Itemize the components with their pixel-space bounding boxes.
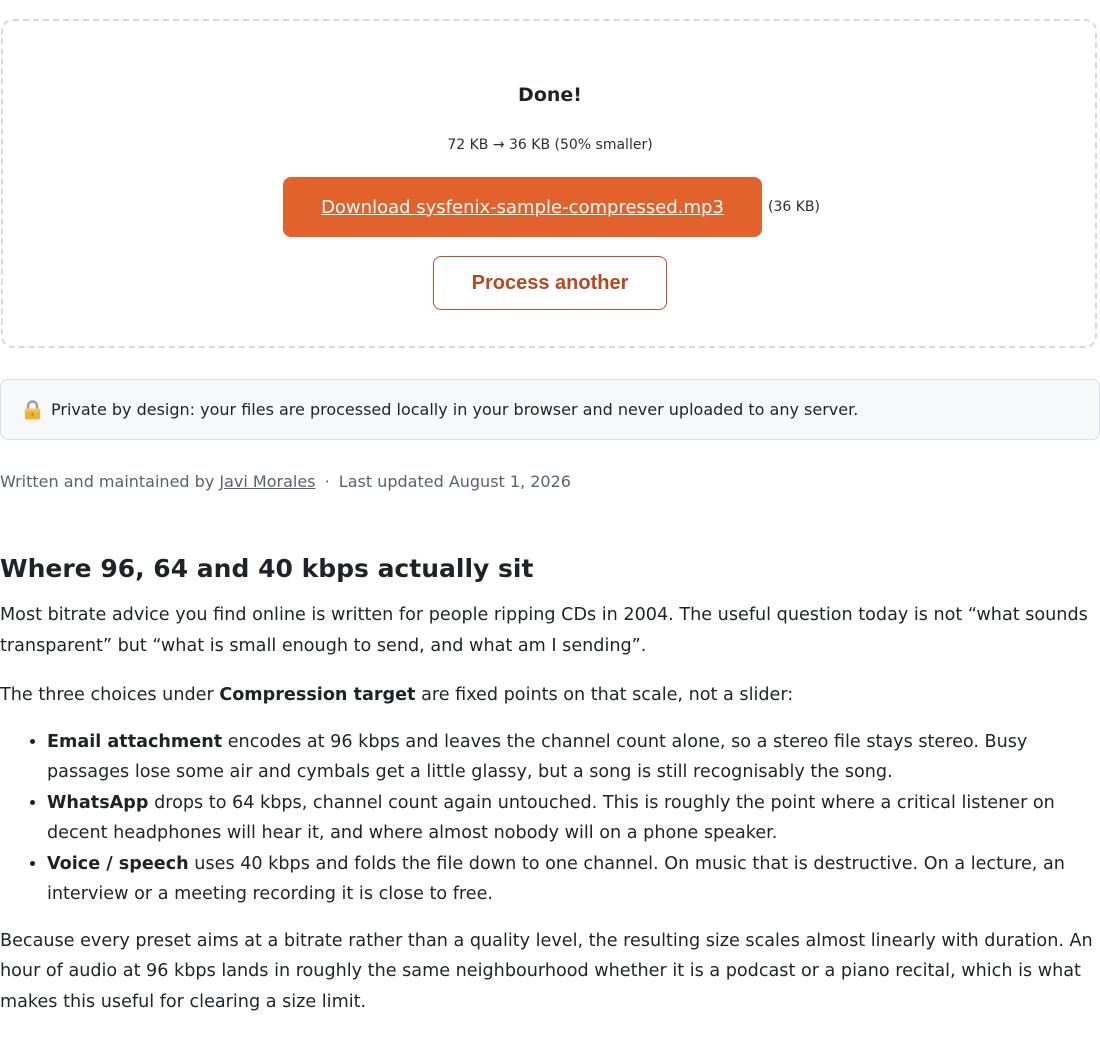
byline-prefix: Written and maintained by: [0, 472, 215, 491]
list-item: • WhatsApp drops to 64 kbps, channel count again untouched. This is roughly the point where a critical listener on decent headphones will hear it, and where almost nobody will on a phone speaker.: [47, 788, 1100, 849]
size-summary: 72 KB → 36 KB (50% smaller): [447, 137, 653, 153]
privacy-notice: [0, 379, 1100, 440]
compression-target-term: Compression target: [219, 685, 416, 705]
preset-name: WhatsApp: [47, 792, 149, 813]
download-size: (36 KB): [768, 199, 820, 215]
list-item: • Voice / speech uses 40 kbps and folds the file down to one channel. On music that is destructive. On a lecture, an interview or a meeting recording it is close to free.: [47, 849, 1100, 910]
download-row: [283, 177, 820, 237]
author-link[interactable]: Javi Morales: [219, 472, 316, 491]
download-button[interactable]: Download sysfenix-sample-compressed.mp3: [283, 177, 762, 237]
preset-name: Email attachment: [47, 731, 223, 752]
article-heading: Where 96, 64 and 40 kbps actually sit: [0, 554, 534, 583]
process-another-button[interactable]: Process another: [433, 256, 667, 310]
article-paragraph-3: Because every preset aims at a bitrate rather than a quality level, the resulting size scales almost linearly with duration. An hour of audio at 96 kbps lands in roughly the same neighbourhood whether it is a podcast or a piano recital, which is what makes this useful for clearing a size limit.: [0, 930, 1093, 1012]
last-updated: Last updated August 1, 2026: [338, 472, 571, 491]
preset-list: [0, 727, 1100, 910]
privacy-text: Private by design: your files are processed locally in your browser and never uploaded to any server.: [51, 400, 859, 419]
list-item: • Email attachment encodes at 96 kbps and leaves the channel count alone, so a stereo file stays stereo. Busy passages lose some air and cymbals get a little glassy, but a song is still recognisably the song.: [47, 727, 1100, 788]
byline-separator: ·: [324, 472, 330, 491]
article-paragraph-1: Most bitrate advice you find online is written for people ripping CDs in 2004. The useful question today is not “what sounds transparent” but “what is small enough to send, and what am I sending”.: [0, 605, 1088, 656]
done-title: Done!: [518, 84, 582, 106]
lock-icon: [23, 400, 42, 420]
byline: [0, 472, 571, 492]
article: [0, 552, 1100, 1036]
article-paragraph-2: The three choices under Compression target are fixed points on that scale, not a slider:: [0, 685, 794, 705]
preset-name: Voice / speech: [47, 853, 189, 874]
